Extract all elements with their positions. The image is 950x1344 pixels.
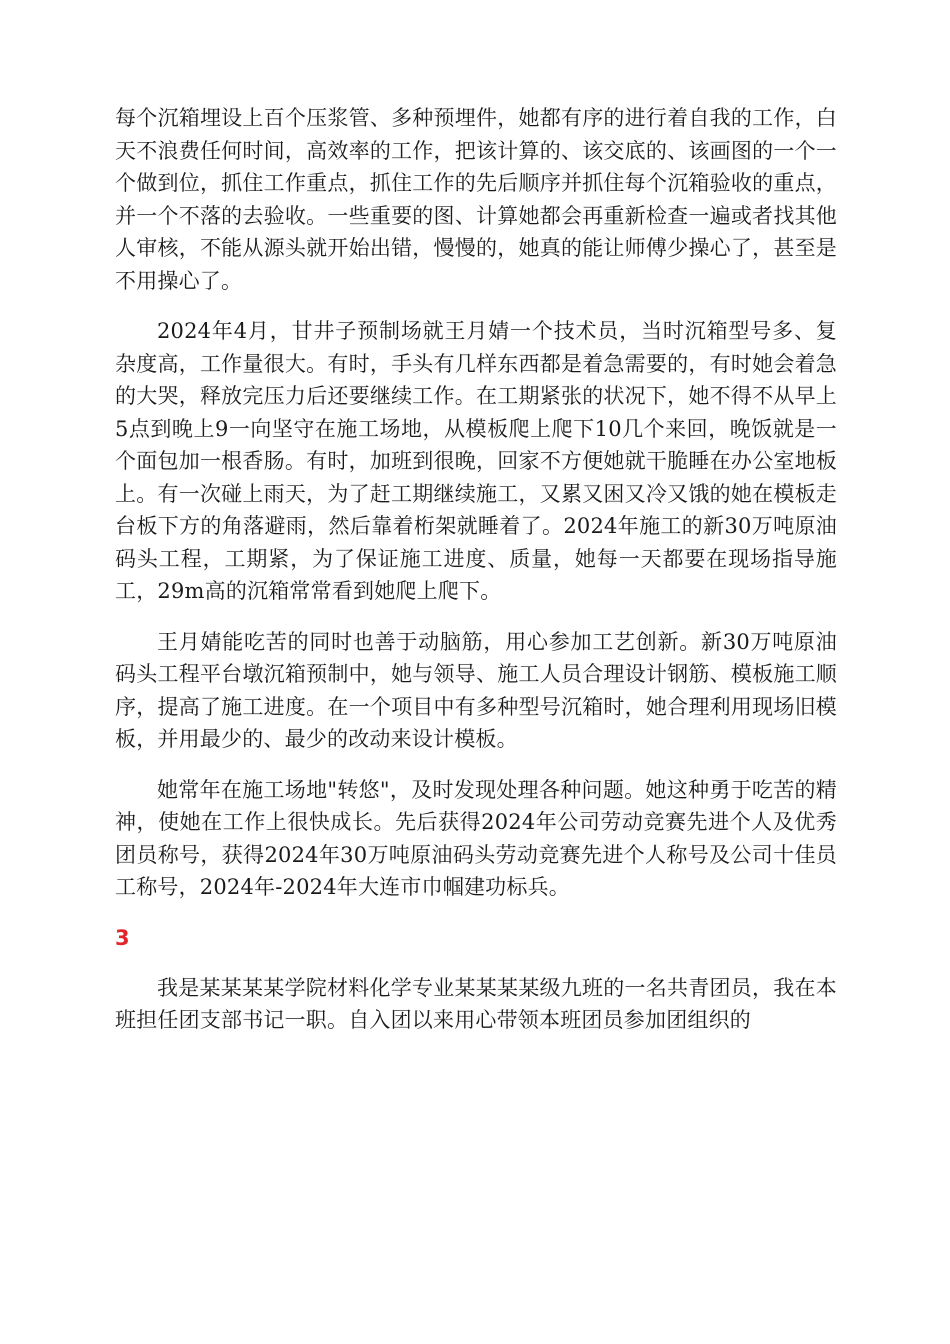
section-paragraph: 我是某某某某学院材料化学专业某某某某级九班的一名共青团员，我在本班担任团支部书记一职。自入团以来用心带领本班团员参加团组织的	[115, 975, 837, 1032]
section-number: 3	[115, 925, 130, 950]
document-body	[115, 102, 837, 1055]
paragraph-2: 2024年4月，甘井子预制场就王月婧一个技术员，当时沉箱型号多、复杂度高，工作量很大。有时，手头有几样东西都是着急需要的，有时她会着急的大哭，释放完压力后还要继续工作。在工期紧张的状况下，她不得不从早上5点到晚上9一向坚守在施工场地，从模板爬上爬下10几个来回，晚饭就是一个面包加一根香肠。有时，加班到很晚，回家不方便她就干脆睡在办公室地板上。有一次碰上雨天，为了赶工期继续施工，又累又困又冷又饿的她在模板走台板下方的角落避雨，然后靠着桁架就睡着了。2024年施工的新30万吨原油码头工程，工期紧，为了保证施工进度、质量，她每一天都要在现场指导施工，29m高的沉箱常常看到她爬上爬下。	[115, 319, 837, 603]
paragraph-1: 每个沉箱埋设上百个压浆管、多种预埋件，她都有序的进行着自我的工作，白天不浪费任何时间，高效率的工作，把该计算的、该交底的、该画图的一个一个做到位，抓住工作重点，抓住工作的先后顺序并抓住每个沉箱验收的重点，并一个不落的去验收。一些重要的图、计算她都会再重新检查一遍或者找其他人审核，不能从源头就开始出错，慢慢的，她真的能让师傅少操心了，甚至是不用操心了。	[115, 106, 837, 293]
paragraph-3: 王月婧能吃苦的同时也善于动脑筋，用心参加工艺创新。新30万吨原油码头工程平台墩沉箱预制中，她与领导、施工人员合理设计钢筋、模板施工顺序，提高了施工进度。在一个项目中有多种型号沉箱时，她合理利用现场旧模板，并用最少的、最少的改动来设计模板。	[115, 629, 837, 751]
paragraph-4: 她常年在施工场地"转悠"，及时发现处理各种问题。她这种勇于吃苦的精神，使她在工作上很快成长。先后获得2024年公司劳动竞赛先进个人及优秀团员称号，获得2024年30万吨原油码头劳动竞赛先进个人称号及公司十佳员工称号，2024年-2024年大连市巾帼建功标兵。	[115, 777, 837, 899]
